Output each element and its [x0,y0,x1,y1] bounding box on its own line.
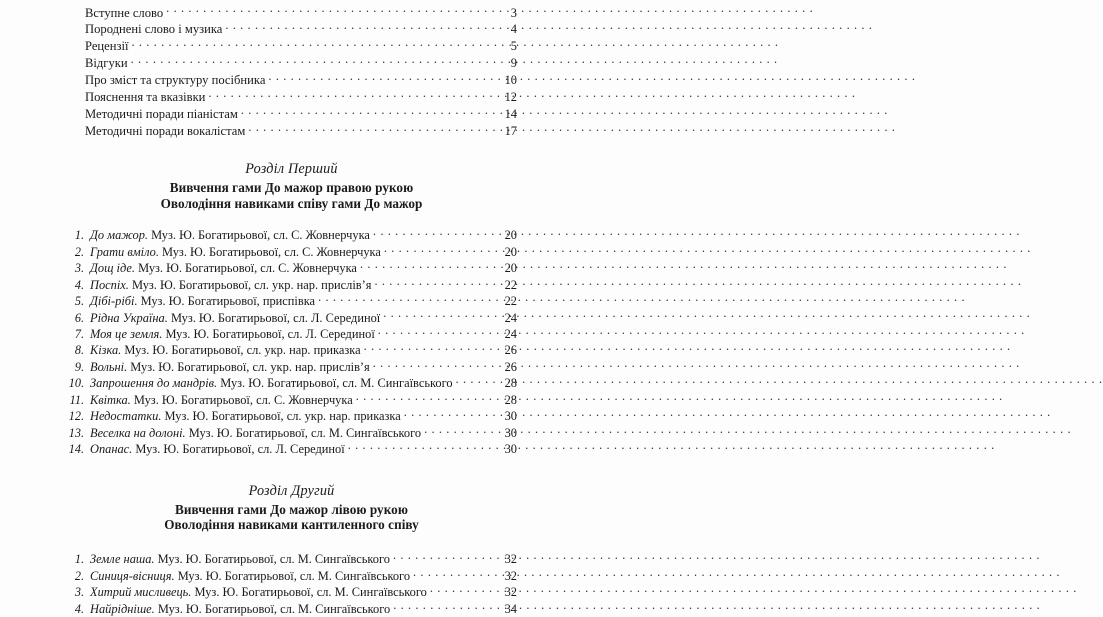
toc-entry-label: Пояснення та вказівки [85,90,206,105]
song-credits: Муз. Ю. Богатирьової, сл. укр. нар. приказка [124,343,361,358]
toc-page-number: 14 [504,106,517,121]
spacer [0,139,600,161]
dot-leader [373,227,491,239]
chapter-two-kicker: Розділ Другий [248,483,335,500]
toc-entry-number: 14. [68,442,84,457]
toc-entry-label [90,569,410,584]
toc-page-number: 22 [504,277,517,292]
toc-entry-label [90,294,315,309]
song-title: Вольні. [90,359,128,374]
toc-page-number: 26 [504,359,517,374]
song-title: Опанас. [90,442,133,457]
dot-leader [383,309,491,321]
song-title: Моя це земля. [90,326,163,341]
toc-page-number: 28 [504,376,517,391]
dot-leader [248,122,491,135]
toc-entry-label [90,245,381,260]
song-title: Земле наша. [90,552,155,567]
toc-row[interactable] [66,600,517,616]
toc-row[interactable] [85,122,517,139]
toc-entry-number: 6. [74,310,84,325]
chapter-one-kicker: Розділ Перший [245,161,338,178]
toc-entry-number: 1. [74,552,84,567]
toc-page-number: 34 [504,601,517,616]
toc-page-number: 20 [504,228,517,243]
dot-leader [131,38,491,51]
chapter-one-heading [66,161,517,211]
dot-leader [360,260,491,272]
toc-entry-label [90,552,390,567]
dot-leader [404,408,491,420]
toc-entry-number: 7. [74,326,84,341]
toc-entry-label [90,261,357,276]
dot-leader [318,293,491,305]
song-credits: Муз. Ю. Богатирьової, сл. С. Жовнерчука [151,228,370,243]
song-credits: Муз. Ю. Богатирьової, сл. укр. нар. прислів’я [130,359,370,374]
chapter-one [0,161,600,457]
toc-entry-label: Про зміст та структуру посібника [85,73,266,88]
song-credits: Муз. Ю. Богатирьової, сл. С. Жовнерчука [138,261,357,276]
toc-entry-number: 8. [74,343,84,358]
toc-entry-label: Методичні поради вокалістам [85,123,246,138]
toc-entry-number: 2. [74,568,84,583]
dot-leader [208,88,491,101]
dot-leader [166,4,491,17]
song-credits: Муз. Ю. Богатирьової, сл. М. Сингаївського [220,376,453,391]
dot-leader [131,55,491,68]
toc-page-number: 5 [510,39,517,54]
toc-entry-number: 13. [68,425,84,440]
song-credits: Муз. Ю. Богатирьової, сл. М. Сингаївського [157,552,390,567]
dot-leader [384,243,491,255]
toc-entry-number: 2. [74,244,84,259]
toc-entry-label [90,442,345,457]
toc-entry-number: 12. [68,409,84,424]
chapter-two-title-line-1: Вивчення гами До мажор лівою рукою [175,502,408,518]
song-title: Запрошення до мандрів. [90,376,218,391]
dot-leader [430,584,491,596]
chapter-one-title-line-1: Вивчення гами До мажор правою рукою [169,180,414,196]
toc-entry-number: 3. [74,585,84,600]
dot-leader [393,551,491,563]
song-credits: Муз. Ю. Богатирьової, сл. Л. Серединої [135,442,345,457]
toc-entry-label: Вступне слово [85,5,164,20]
toc-entry-label [90,393,353,408]
dot-leader [413,567,491,579]
toc-entry-label: Методичні поради піаністам [85,106,238,121]
toc-entry-label: Породнені слово і музика [85,22,223,37]
toc-row[interactable] [66,358,517,374]
dot-leader [393,600,491,612]
toc-page-number: 28 [504,392,517,407]
chapter-one-entries [66,227,517,457]
song-title: Недостатки. [90,409,162,424]
song-credits: Муз. Ю. Богатирьової, сл. М. Сингаївського [188,425,422,440]
toc-page-number: 3 [510,5,517,20]
song-credits: Муз. Ю. Богатирьової, сл. М. Сингаївського [177,568,411,583]
toc-entry-number: 11. [69,392,84,407]
toc-entry-number: 4. [74,601,84,616]
toc-page-number: 32 [504,568,517,583]
toc-page-number: 10 [504,73,517,88]
dot-leader [378,326,491,338]
song-title: Дібі-рібі. [90,294,138,309]
toc-entry-number: 4. [74,277,84,292]
toc-entry-label: Відгуки [85,56,128,71]
toc-page-number: 32 [504,552,517,567]
song-credits: Муз. Ю. Богатирьової, сл. Л. Серединої [170,310,381,325]
toc-entry-number: 5. [74,294,84,309]
dot-leader [373,358,491,370]
dot-leader [225,21,491,34]
song-title: Веселка на долоні. [90,425,186,440]
toc-page-number: 20 [504,261,517,276]
toc-page-number: 32 [504,585,517,600]
song-title: Найріднішe. [90,601,155,616]
toc-entry-label [90,360,370,375]
toc-page-number: 30 [504,409,517,424]
song-title: Дощ іде. [90,261,135,276]
toc-entry-number: 10. [68,376,84,391]
song-credits: Муз. Ю. Богатирьової, сл. укр. нар. прислів’я [132,277,372,292]
song-credits: Муз. Ю. Богатирьової, приспівка [140,294,316,309]
song-credits: Муз. Ю. Богатирьової, сл. Л. Серединої [165,326,375,341]
toc-entry-number: 9. [74,359,84,374]
song-credits: Муз. Ю. Богатирьової, сл. С. Жовнерчука [162,244,381,259]
dot-leader [374,276,491,288]
chapter-one-title-line-2: Оволодіння навиками співу гами До мажор [160,195,423,211]
song-title: Кізка. [90,343,122,358]
song-title: Квітка. [90,392,131,407]
song-title: Поспіх. [90,277,129,292]
spacer [0,457,600,483]
toc-page-number: 26 [504,343,517,358]
chapter-two [0,483,600,617]
toc-entry-number: 3. [74,261,84,276]
toc-entry-label [90,327,375,342]
dot-leader [268,72,491,85]
song-credits: Муз. Ю. Богатирьової, сл. М. Сингаївського [194,585,427,600]
song-title: Синиця-вісниця. [90,568,175,583]
toc-entry-label [90,343,361,358]
song-title: Рідна Україна. [90,310,168,325]
dot-leader [364,342,491,354]
chapter-two-title-line-2: Оволодіння навиками кантиленного співу [164,517,419,533]
toc-page-number: 4 [510,22,517,37]
dot-leader [348,441,491,453]
song-credits: Муз. Ю. Богатирьової, сл. С. Жовнерчука [133,392,353,407]
toc-page-number: 24 [504,310,517,325]
song-credits: Муз. Ю. Богатирьової, сл. укр. нар. приказка [164,409,401,424]
toc-page-number: 24 [504,326,517,341]
toc-page-number: 9 [510,56,517,71]
song-credits: Муз. Ю. Богатирьової, сл. М. Сингаївського [157,601,391,616]
toc-entry-label [90,602,390,617]
toc-entry-label: Рецензії [85,39,129,54]
song-title: Хитрий мисливець. [90,585,192,600]
chapter-two-entries [66,551,517,617]
toc-row[interactable] [66,441,517,457]
toc-entry-label [90,311,380,326]
toc-page-number: 17 [504,123,517,138]
toc-page-number: 12 [504,90,517,105]
song-title: Грати вміло. [90,244,159,259]
toc-page-number: 30 [504,442,517,457]
toc-entry-label [90,585,427,600]
dot-leader [356,391,491,403]
toc-entry-label [90,409,401,424]
chapter-two-heading [66,483,517,533]
toc-page-number: 20 [504,244,517,259]
front-matter-list [0,0,600,139]
dot-leader [456,375,491,387]
toc-entry-label [90,228,370,243]
toc-page-number: 22 [504,294,517,309]
dot-leader [241,105,491,118]
toc-entry-number: 1. [74,228,84,243]
song-title: До мажор. [90,228,148,243]
dot-leader [424,424,491,436]
toc-page-number: 30 [504,425,517,440]
